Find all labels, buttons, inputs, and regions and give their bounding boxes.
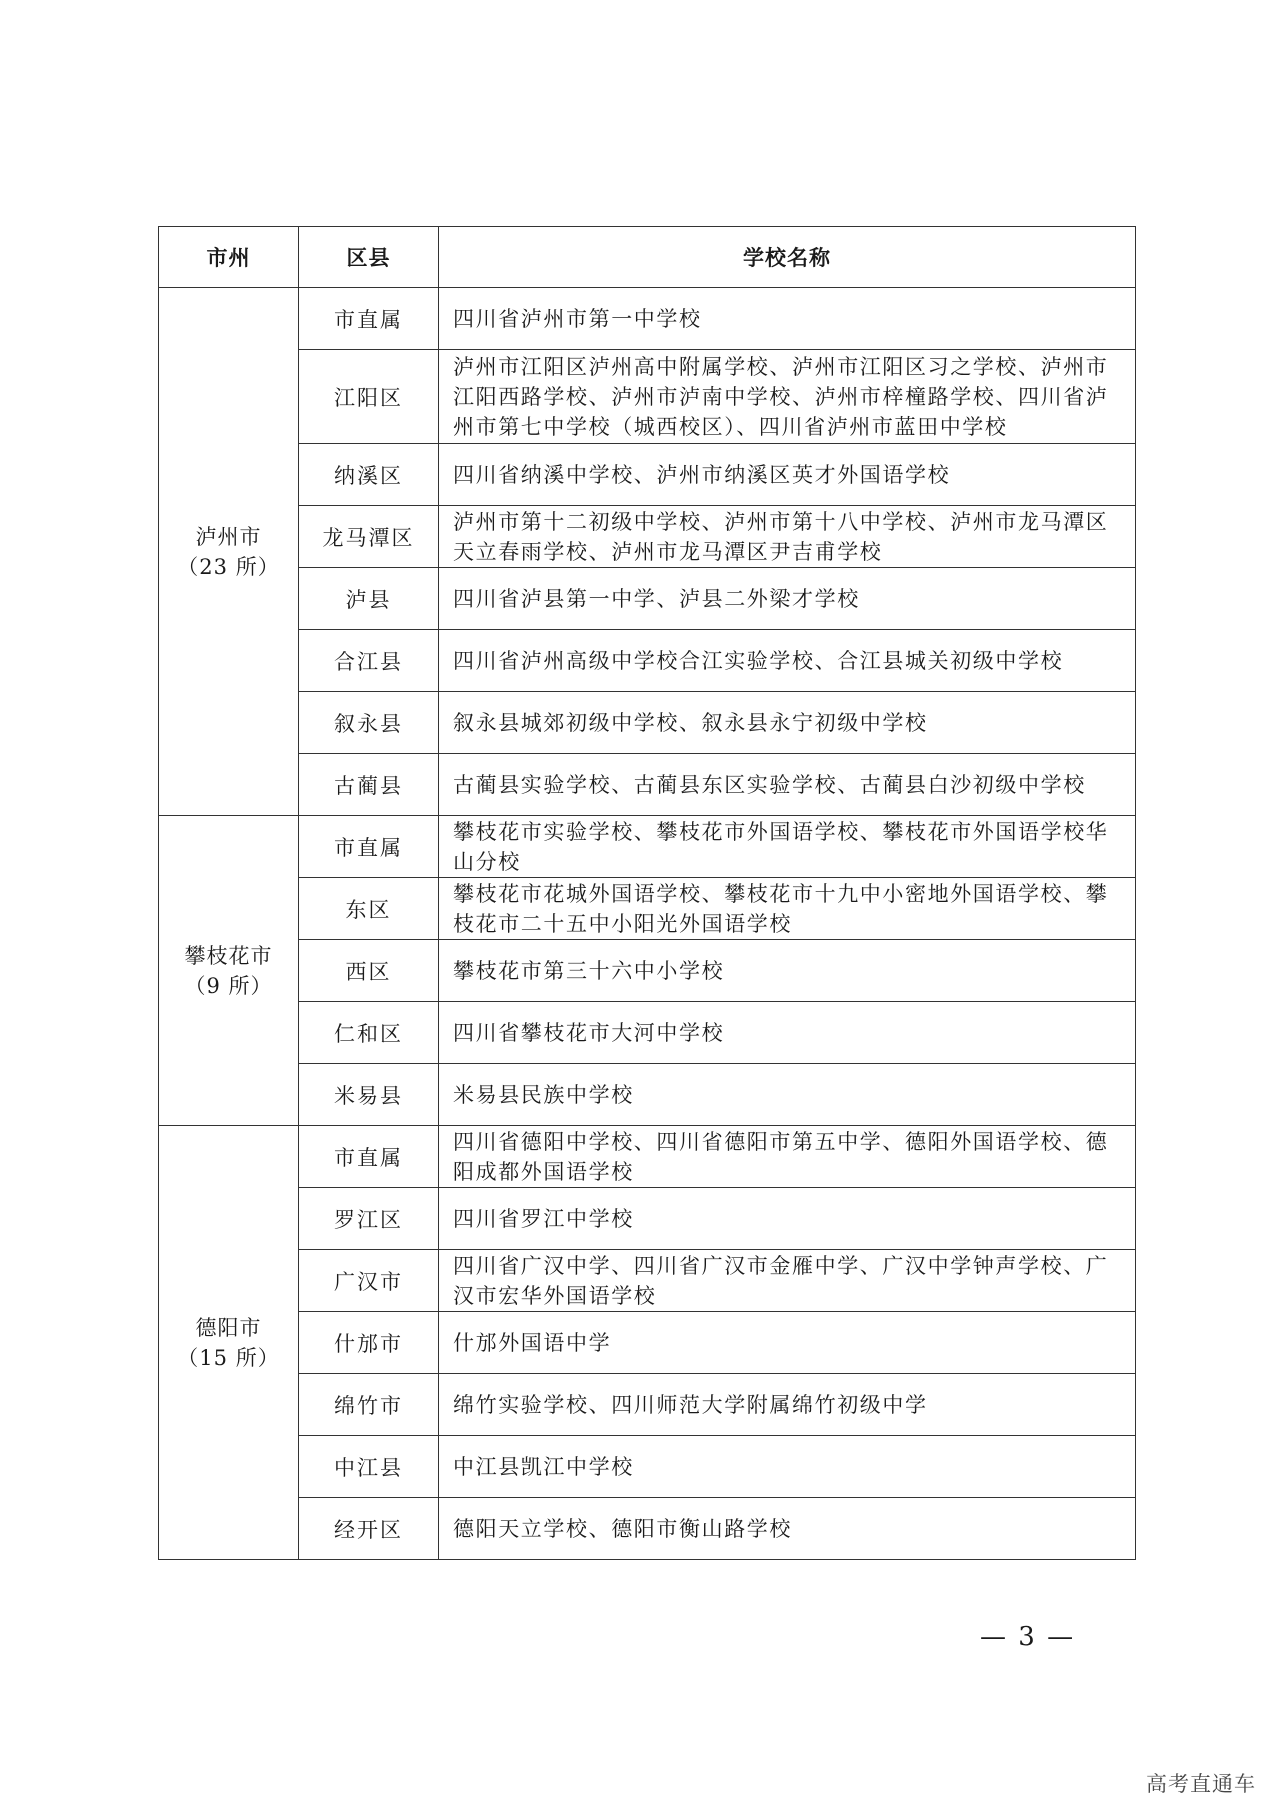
city-school-count: （9 所）	[184, 973, 273, 998]
city-cell	[159, 1126, 299, 1560]
school-list-cell: 德阳天立学校、德阳市衡山路学校	[439, 1498, 1136, 1560]
school-list-cell: 绵竹实验学校、四川师范大学附属绵竹初级中学	[439, 1374, 1136, 1436]
table-row	[159, 1498, 1136, 1560]
schools-table	[158, 226, 1136, 1560]
district-cell: 什邡市	[299, 1312, 439, 1374]
school-list-cell: 四川省攀枝花市大河中学校	[439, 1002, 1136, 1064]
school-list-cell: 四川省泸州高级中学校合江实验学校、合江县城关初级中学校	[439, 630, 1136, 692]
district-cell: 市直属	[299, 816, 439, 878]
table-row	[159, 1312, 1136, 1374]
school-list-cell: 什邡外国语中学	[439, 1312, 1136, 1374]
table-row	[159, 350, 1136, 444]
district-cell: 江阳区	[299, 350, 439, 444]
district-cell: 泸县	[299, 568, 439, 630]
table-header-row	[159, 227, 1136, 288]
district-cell: 中江县	[299, 1436, 439, 1498]
school-list-cell: 泸州市江阳区泸州高中附属学校、泸州市江阳区习之学校、泸州市江阳西路学校、泸州市泸南中学校、泸州市梓橦路学校、四川省泸州市第七中学校（城西校区）、四川省泸州市蓝田中学校	[439, 350, 1136, 444]
district-cell: 纳溪区	[299, 444, 439, 506]
table-row	[159, 288, 1136, 350]
school-list-cell: 四川省泸县第一中学、泸县二外梁才学校	[439, 568, 1136, 630]
table-row	[159, 1188, 1136, 1250]
city-name: 德阳市	[195, 1315, 262, 1340]
school-list-cell: 四川省泸州市第一中学校	[439, 288, 1136, 350]
district-cell: 叙永县	[299, 692, 439, 754]
table-row	[159, 1436, 1136, 1498]
table-row	[159, 692, 1136, 754]
city-cell	[159, 288, 299, 816]
school-list-cell: 攀枝花市实验学校、攀枝花市外国语学校、攀枝花市外国语学校华山分校	[439, 816, 1136, 878]
school-list-cell: 泸州市第十二初级中学校、泸州市第十八中学校、泸州市龙马潭区天立春雨学校、泸州市龙马潭区尹吉甫学校	[439, 506, 1136, 568]
table-row	[159, 1126, 1136, 1188]
district-cell: 市直属	[299, 288, 439, 350]
school-list-cell: 攀枝花市花城外国语学校、攀枝花市十九中小密地外国语学校、攀枝花市二十五中小阳光外国语学校	[439, 878, 1136, 940]
district-cell: 市直属	[299, 1126, 439, 1188]
watermark-text: 高考直通车	[1146, 1772, 1256, 1796]
school-list-cell: 中江县凯江中学校	[439, 1436, 1136, 1498]
district-cell: 米易县	[299, 1064, 439, 1126]
city-school-count: （15 所）	[177, 1345, 280, 1370]
table-row	[159, 816, 1136, 878]
district-cell: 古蔺县	[299, 754, 439, 816]
district-cell: 合江县	[299, 630, 439, 692]
table-row	[159, 444, 1136, 506]
table-row	[159, 568, 1136, 630]
header-district: 区县	[299, 227, 439, 288]
district-cell: 广汉市	[299, 1250, 439, 1312]
table-row	[159, 1002, 1136, 1064]
district-cell: 仁和区	[299, 1002, 439, 1064]
school-list-cell: 四川省德阳中学校、四川省德阳市第五中学、德阳外国语学校、德阳成都外国语学校	[439, 1126, 1136, 1188]
city-name: 攀枝花市	[184, 943, 273, 968]
school-list-cell: 米易县民族中学校	[439, 1064, 1136, 1126]
school-list-cell: 四川省广汉中学、四川省广汉市金雁中学、广汉中学钟声学校、广汉市宏华外国语学校	[439, 1250, 1136, 1312]
school-list-cell: 古蔺县实验学校、古蔺县东区实验学校、古蔺县白沙初级中学校	[439, 754, 1136, 816]
table-row	[159, 1250, 1136, 1312]
table-row	[159, 506, 1136, 568]
city-cell	[159, 816, 299, 1126]
school-list-cell: 四川省罗江中学校	[439, 1188, 1136, 1250]
district-cell: 绵竹市	[299, 1374, 439, 1436]
school-list-cell: 叙永县城郊初级中学校、叙永县永宁初级中学校	[439, 692, 1136, 754]
city-school-count: （23 所）	[177, 554, 280, 579]
district-cell: 龙马潭区	[299, 506, 439, 568]
header-school: 学校名称	[439, 227, 1136, 288]
table-row	[159, 630, 1136, 692]
table-row	[159, 940, 1136, 1002]
table-row	[159, 878, 1136, 940]
table-row	[159, 1374, 1136, 1436]
city-name: 泸州市	[195, 524, 262, 549]
table-row	[159, 754, 1136, 816]
district-cell: 西区	[299, 940, 439, 1002]
header-city: 市州	[159, 227, 299, 288]
school-list-cell: 四川省纳溪中学校、泸州市纳溪区英才外国语学校	[439, 444, 1136, 506]
table-row	[159, 1064, 1136, 1126]
district-cell: 罗江区	[299, 1188, 439, 1250]
district-cell: 经开区	[299, 1498, 439, 1560]
district-cell: 东区	[299, 878, 439, 940]
school-list-cell: 攀枝花市第三十六中小学校	[439, 940, 1136, 1002]
page-number: — 3 —	[980, 1622, 1076, 1652]
